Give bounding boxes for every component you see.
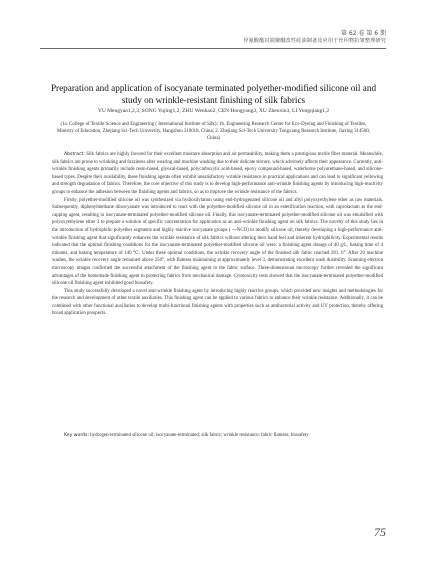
header-divider [40, 48, 386, 49]
chinese-article-title: 异氰酸酯封端聚醚改性硅油制备及应用于丝织物抗皱整理研究 [243, 38, 386, 44]
abstract [52, 151, 383, 318]
abstract-paragraph [52, 151, 383, 197]
abstract-text: Silk fabrics are highly favored for their excellent moisture absorption and air permeability, making them a prestigious textile fiber material. Meanwhile, silk fabrics are prone to wrinkling and fuzziness after wearing and machine washing due to their delicate texture, which adversely affects their appearance. Currently, anti-wrinkle finishing agents primarily include resin-based, glyoxal-based, polycarboxylic acid-based, epoxy compound-based, waterborne polyurethane-based, and silicone-based types. Despite their availability, these finishing agents often exhibit unsatisfactory wrinkle resistance in practical applications and can lead to significant yellowing and strength degradation of fabrics. Therefore, the core objective of this study is to develop high-performance anti-wrinkle finishing agents by introducing high-reactivity groups to enhance the adhesion between the finishing agents and fabrics, so as to improve the wrinkle resistance of the fabrics. [52, 152, 383, 195]
keywords [52, 432, 383, 440]
paper-title: Preparation and application of isocyanate terminated polyether-modified silicone oil and study on wrinkle-resistant finishing of silk fabrics [50, 83, 377, 105]
keywords-text: hydrogen-terminated silicone oil; isocyanate-terminated; silk fabric; wrinkle resistance; fabric flatness; biosafety [89, 433, 309, 438]
keywords-label: Key words: [64, 433, 90, 438]
abstract-paragraph: Firstly, polyether-modified silicone oil was synthesized via hydrosilylation using end-hydrogenated silicone oil and allyl polyoxyethylene ether as raw materials. Subsequently, diphenylmethane diisocyanate was introduced to react with the polyether-modified silicone oil in an esterification reaction, with caprolactam as the end-capping agent, resulting in isocyanate-terminated polyether-modified silicone oil. Finally, this isocyanate-terminated polyether-modified silicone oil was emulsified with polyoxyethylene ether 3 to prepare a solution of specific concentration for application as an anti-wrinkle finishing agent on silk fabrics. The novelty of this study lies in the introduction of hydrophilic polyether segments and highly reactive isocyanate groups ( —NCO) to modify silicone oil, thereby developing a high-performance anti-wrinkle finishing agent that significantly enhances the wrinkle resistance of silk fabrics without altering their hand feel and inherent hydrophilicity. Experimental results indicated that the optimal finishing conditions for the isocyanate-terminated polyether-modified silicone oil were: a finishing agent dosage of 40 g/L, baking time of 4 minutes, and baking temperature of 140 ℃. Under these optimal conditions, the wrinkle recovery angle of the finished silk fabric reached 281. 6°. After 20 machine washes, the wrinkle recovery angle remained above 250°, with flatness maintaining at approximately level 3, demonstrating excellent wash durability. Scanning electron microscopy images confirmed the successful attachment of the finishing agent to the fabric surface. Three-dimensional microscopy further revealed the significant advantages of the homemade finishing agent in protecting fabrics from mechanical damage. Cytotoxicity tests showed that the isocyanate-terminated polyether-modified silicone oil finishing agent exhibited good biosafety. [52, 197, 383, 287]
affiliation: (1a. College of Textile Science and Engineering ( International Institute of Silk); 1b. Engineering Research Center for Eco-Dyeing and Finishing of Textiles, Ministry of Education, Zhejiang Sci-Tech University, Hangzhou 310018, China; 2. Zhejiang Sci-Tech University Tongxiang Research Institute, Jiaxing 314500, China) [57, 122, 370, 141]
running-header [243, 30, 386, 45]
page-number: 75 [374, 525, 386, 539]
abstract-paragraph: This study successfully developed a novel anti-wrinkle finishing agent by introducing highly reactive groups, which provided new insights and methodologies for the research and development of other textile auxiliaries. This finishing agent can be applied to various fabrics to enhance their wrinkle resistance. Additionally, it can be combined with other functional auxiliaries to develop multi-functional finishing agents with properties such as antibacterial activity and UV protection, thereby offering broad application prospects. [52, 288, 383, 317]
journal-volume: 第 62 卷 第 6 期 [341, 30, 386, 37]
author-list: YU Mengyao1,2,3, SONG Yujing1,2, ZHU Wenhao2, CEN Hongyang3, XU Zhenxin3, LI Yongqiang1,2 [97, 108, 330, 114]
abstract-label: Abstract: [64, 152, 85, 157]
